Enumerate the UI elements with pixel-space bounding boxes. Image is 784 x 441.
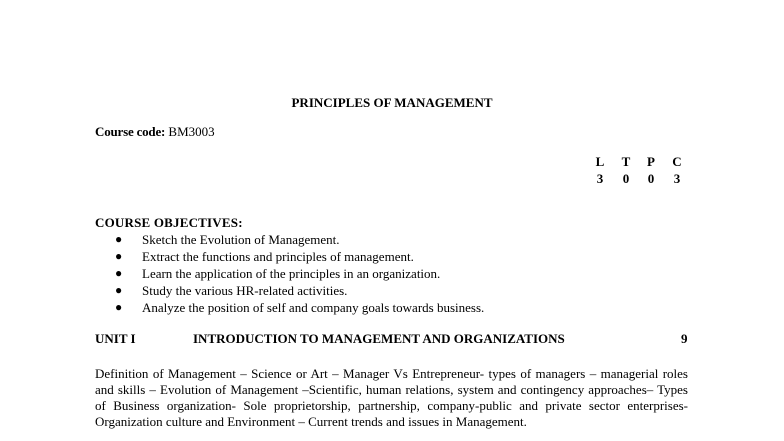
unit-hours: 9 xyxy=(681,331,688,346)
objective-item xyxy=(95,265,484,282)
credit-header-l: L xyxy=(595,154,605,169)
course-code-label: Course code: xyxy=(95,124,166,139)
objective-text: Study the various HR-related activities. xyxy=(142,283,348,298)
credit-column-t xyxy=(618,153,634,187)
objective-text: Sketch the Evolution of Management. xyxy=(142,232,340,247)
objective-text: Analyze the position of self and company goals towards business. xyxy=(142,300,485,315)
objective-item xyxy=(95,282,484,299)
unit-number: UNIT I xyxy=(95,331,136,346)
credit-value-l: 3 xyxy=(596,171,604,186)
objective-text: Learn the application of the principles in an organization. xyxy=(142,266,441,281)
credit-value-t: 0 xyxy=(622,171,630,186)
course-code-row xyxy=(95,124,215,140)
objective-item xyxy=(95,248,484,265)
course-code-value: BM3003 xyxy=(168,124,215,139)
unit-title: INTRODUCTION TO MANAGEMENT AND ORGANIZATIONS xyxy=(193,331,565,346)
objective-item xyxy=(95,299,484,316)
credit-header-t: T xyxy=(621,154,631,169)
unit-description: Definition of Management – Science or Art – Manager Vs Entrepreneur- types of managers – managerial roles and skills – Evolution of Management –Scientific, human relations, system and contingency approaches– Types of Business organization- Sole proprietorship, partnership, company-public and private sector enterprises- Organization culture and Environment – Current trends and issues in Management. xyxy=(95,366,688,429)
bullet-icon: ● xyxy=(115,300,123,314)
objectives-heading: COURSE OBJECTIVES: xyxy=(95,215,243,230)
credit-header-c: C xyxy=(672,154,682,169)
credit-column-c xyxy=(669,153,685,187)
credit-value-p: 0 xyxy=(647,171,655,186)
credit-column-l xyxy=(592,153,608,187)
credit-header-p: P xyxy=(647,154,655,169)
bullet-icon: ● xyxy=(115,283,123,297)
bullet-icon: ● xyxy=(115,249,123,263)
credit-value-c: 3 xyxy=(673,171,681,186)
bullet-icon: ● xyxy=(115,232,123,246)
objectives-list xyxy=(95,231,484,316)
document-title: PRINCIPLES OF MANAGEMENT xyxy=(291,95,493,110)
objective-text: Extract the functions and principles of management. xyxy=(142,249,414,264)
objective-item xyxy=(95,231,484,248)
bullet-icon: ● xyxy=(115,266,123,280)
credit-column-p xyxy=(643,153,659,187)
